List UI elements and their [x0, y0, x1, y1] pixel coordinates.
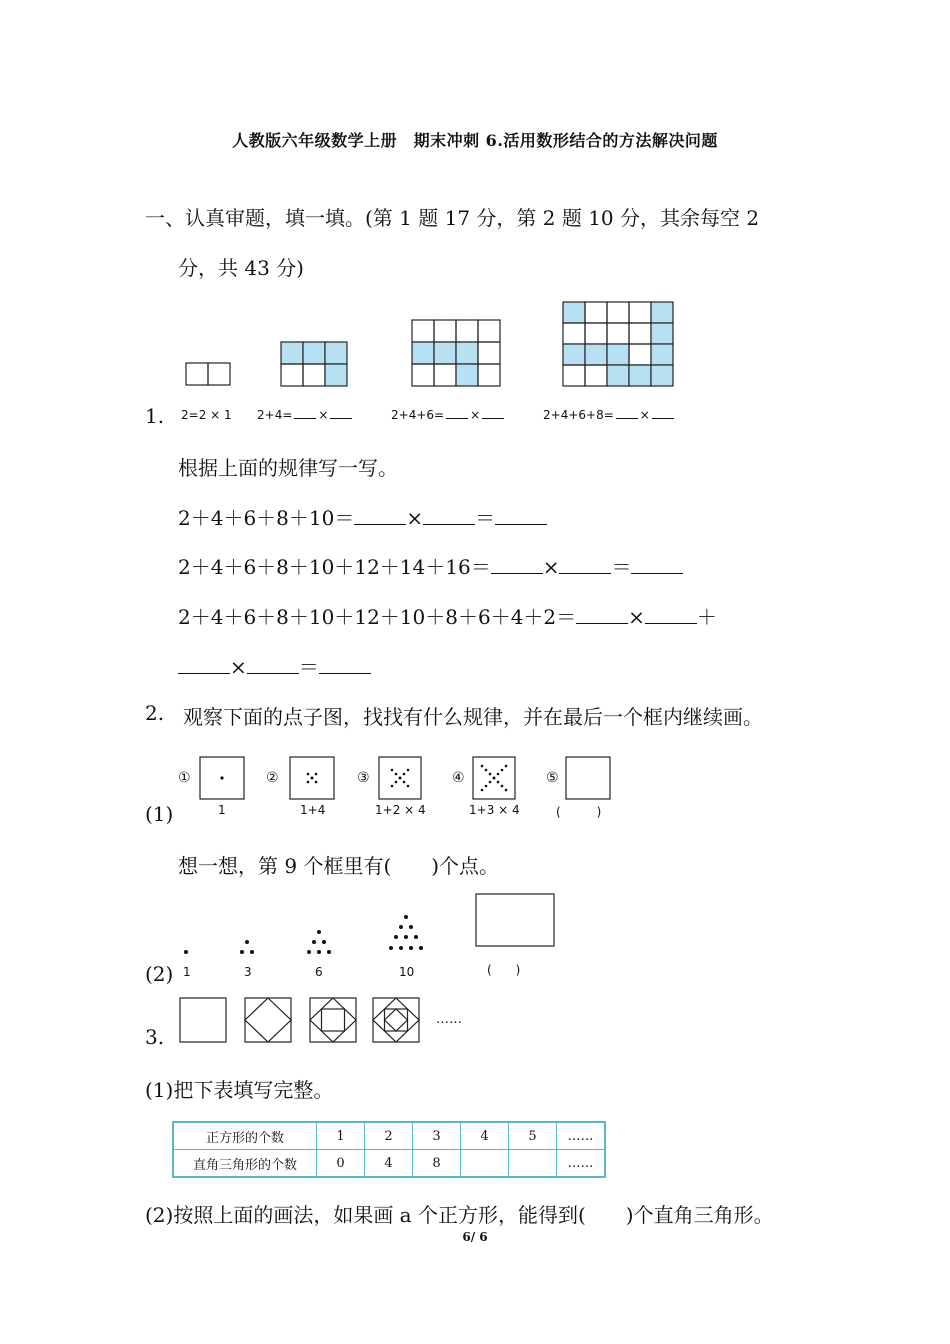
q1-equation-3-cont: × ＝: [178, 651, 371, 680]
q1-caption-2: 2+4= ×: [257, 408, 354, 422]
q3-table: [172, 1121, 606, 1178]
q1-equation-1: 2＋4＋6＋8＋10＝ × ＝: [178, 502, 547, 531]
q2-caption2-5: ( ): [487, 963, 521, 977]
q1-caption-1: 2=2 × 1: [181, 408, 232, 422]
table-cell-blank[interactable]: [509, 1150, 557, 1178]
table-cell: 0: [317, 1150, 365, 1178]
table-cell: 5: [509, 1122, 557, 1150]
circled-3: ③: [357, 770, 370, 786]
table-row: [173, 1122, 605, 1150]
table-row: [173, 1150, 605, 1178]
table-cell: 4: [461, 1122, 509, 1150]
section-heading: 一、认真审题，填一填。(第 1 题 17 分，第 2 题 10 分，其余每空 2: [145, 206, 760, 230]
grid-2: [281, 342, 347, 386]
circled-1: ①: [178, 770, 191, 786]
q2-caption2-1: 1: [183, 965, 191, 979]
grid-3: [412, 320, 500, 386]
grid-1: [186, 363, 230, 385]
q1-caption-3: 2+4+6= ×: [391, 408, 506, 422]
q2-think: 想一想，第 9 个框里有( )个点。: [178, 854, 500, 878]
table-cell: 1: [317, 1122, 365, 1150]
q1-equation-2: 2＋4＋6＋8＋10＋12＋14＋16＝ × ＝: [178, 551, 683, 580]
q2-part2-label: (2): [145, 962, 174, 986]
q3-ellipsis: ……: [436, 1012, 462, 1027]
circled-4: ④: [452, 770, 465, 786]
q1-equation-3: 2＋4＋6＋8＋10＋12＋10＋8＋6＋4＋2＝ × ＋: [178, 605, 717, 629]
table-cell: ……: [557, 1150, 606, 1178]
table-cell: 2: [365, 1122, 413, 1150]
q1-caption-4: 2+4+6+8= ×: [543, 408, 676, 422]
table-cell: 8: [413, 1150, 461, 1178]
circled-2: ②: [266, 770, 279, 786]
q2-caption1-1: 1: [218, 803, 226, 817]
q3-nested-squares: [0, 996, 950, 1046]
circled-5: ⑤: [546, 770, 559, 786]
q2-caption1-4: 1+3 × 4: [469, 803, 520, 817]
q1-number: 1.: [145, 404, 165, 428]
q2-caption1-5: ( ): [556, 805, 602, 819]
table-header-squares: 正方形的个数: [173, 1122, 317, 1150]
q1-instruction: 根据上面的规律写一写。: [178, 456, 398, 480]
q2-caption2-2: 3: [244, 965, 252, 979]
table-cell-blank[interactable]: [461, 1150, 509, 1178]
q2-caption2-3: 6: [315, 965, 323, 979]
q2-number: 2.: [145, 701, 165, 725]
table-cell: ……: [557, 1122, 606, 1150]
q2-triangle-dots: [0, 892, 950, 962]
q2-text: 观察下面的点子图，找找有什么规律，并在最后一个框内继续画。: [183, 705, 763, 729]
section-heading-cont: 分，共 43 分): [178, 256, 304, 280]
table-cell: 4: [365, 1150, 413, 1178]
q2-caption1-3: 1+2 × 4: [375, 803, 426, 817]
page-title: 人教版六年级数学上册 期末冲刺 6.活用数形结合的方法解决问题: [232, 131, 718, 150]
table-header-triangles: 直角三角形的个数: [173, 1150, 317, 1178]
page-number: 6/ 6: [462, 1230, 488, 1244]
q3-number: 3.: [145, 1025, 165, 1049]
table-cell: 3: [413, 1122, 461, 1150]
q2-caption2-4: 10: [399, 965, 415, 979]
q3-part2: (2)按照上面的画法，如果画 a 个正方形，能得到( )个直角三角形。: [145, 1203, 774, 1227]
grid-4: [563, 302, 673, 386]
q2-caption1-2: 1+4: [300, 803, 326, 817]
q1-grids: [0, 295, 950, 405]
q2-part1-label: (1): [145, 802, 174, 826]
q3-part1: (1)把下表填写完整。: [145, 1078, 334, 1102]
